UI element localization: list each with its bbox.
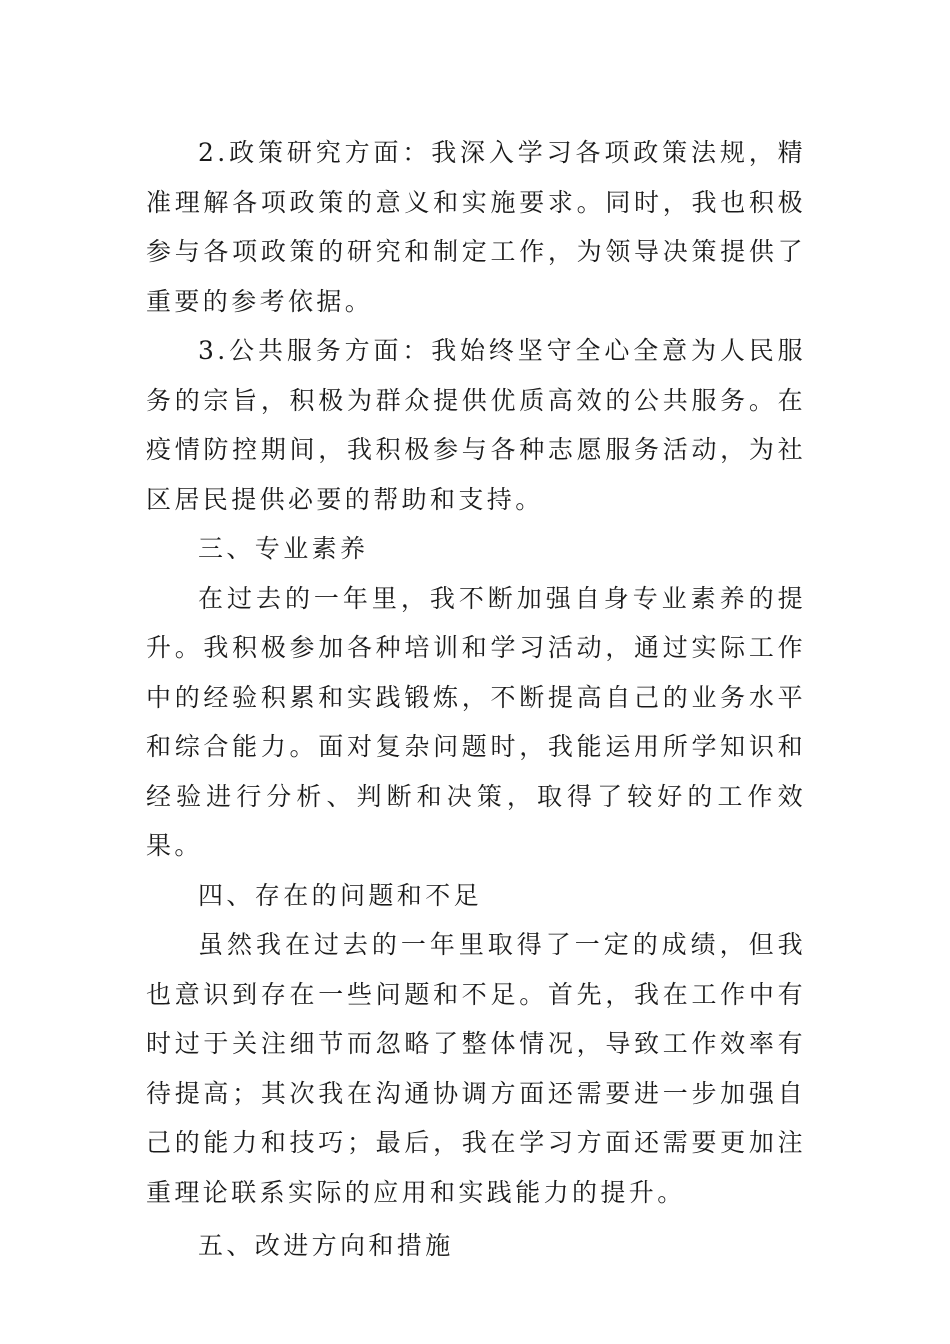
section-heading-professional-quality: 三、专业素养: [198, 534, 369, 563]
paragraph-public-service: 3.公共服务方面：我始终坚守全心全意为人民服务的宗旨，积极为群众提供优质高效的公共服务。在疫情防控期间，我积极参与各种志愿服务活动，为社区居民提供必要的帮助和支持。: [146, 336, 806, 514]
document-body: [146, 128, 806, 1271]
section-heading-improvements: 五、改进方向和措施: [198, 1231, 454, 1260]
paragraph-problems: 虽然我在过去的一年里取得了一定的成绩，但我也意识到存在一些问题和不足。首先，我在工作中有时过于关注细节而忽略了整体情况，导致工作效率有待提高；其次我在沟通协调方面还需要进一步加强自己的能力和技巧；最后，我在学习方面还需要更加注重理论联系实际的应用和实践能力的提升。: [146, 930, 806, 1207]
paragraph-policy-research: 2.政策研究方面：我深入学习各项政策法规，精准理解各项政策的意义和实施要求。同时，我也积极参与各项政策的研究和制定工作，为领导决策提供了重要的参考依据。: [146, 138, 806, 316]
section-heading-problems: 四、存在的问题和不足: [198, 880, 483, 910]
paragraph-professional-quality: 在过去的一年里，我不断加强自身专业素养的提升。我积极参加各种培训和学习活动，通过实际工作中的经验积累和实践锻炼，不断提高自己的业务水平和综合能力。面对复杂问题时，我能运用所学知识和经验进行分析、判断和决策，取得了较好的工作效果。: [146, 583, 806, 860]
